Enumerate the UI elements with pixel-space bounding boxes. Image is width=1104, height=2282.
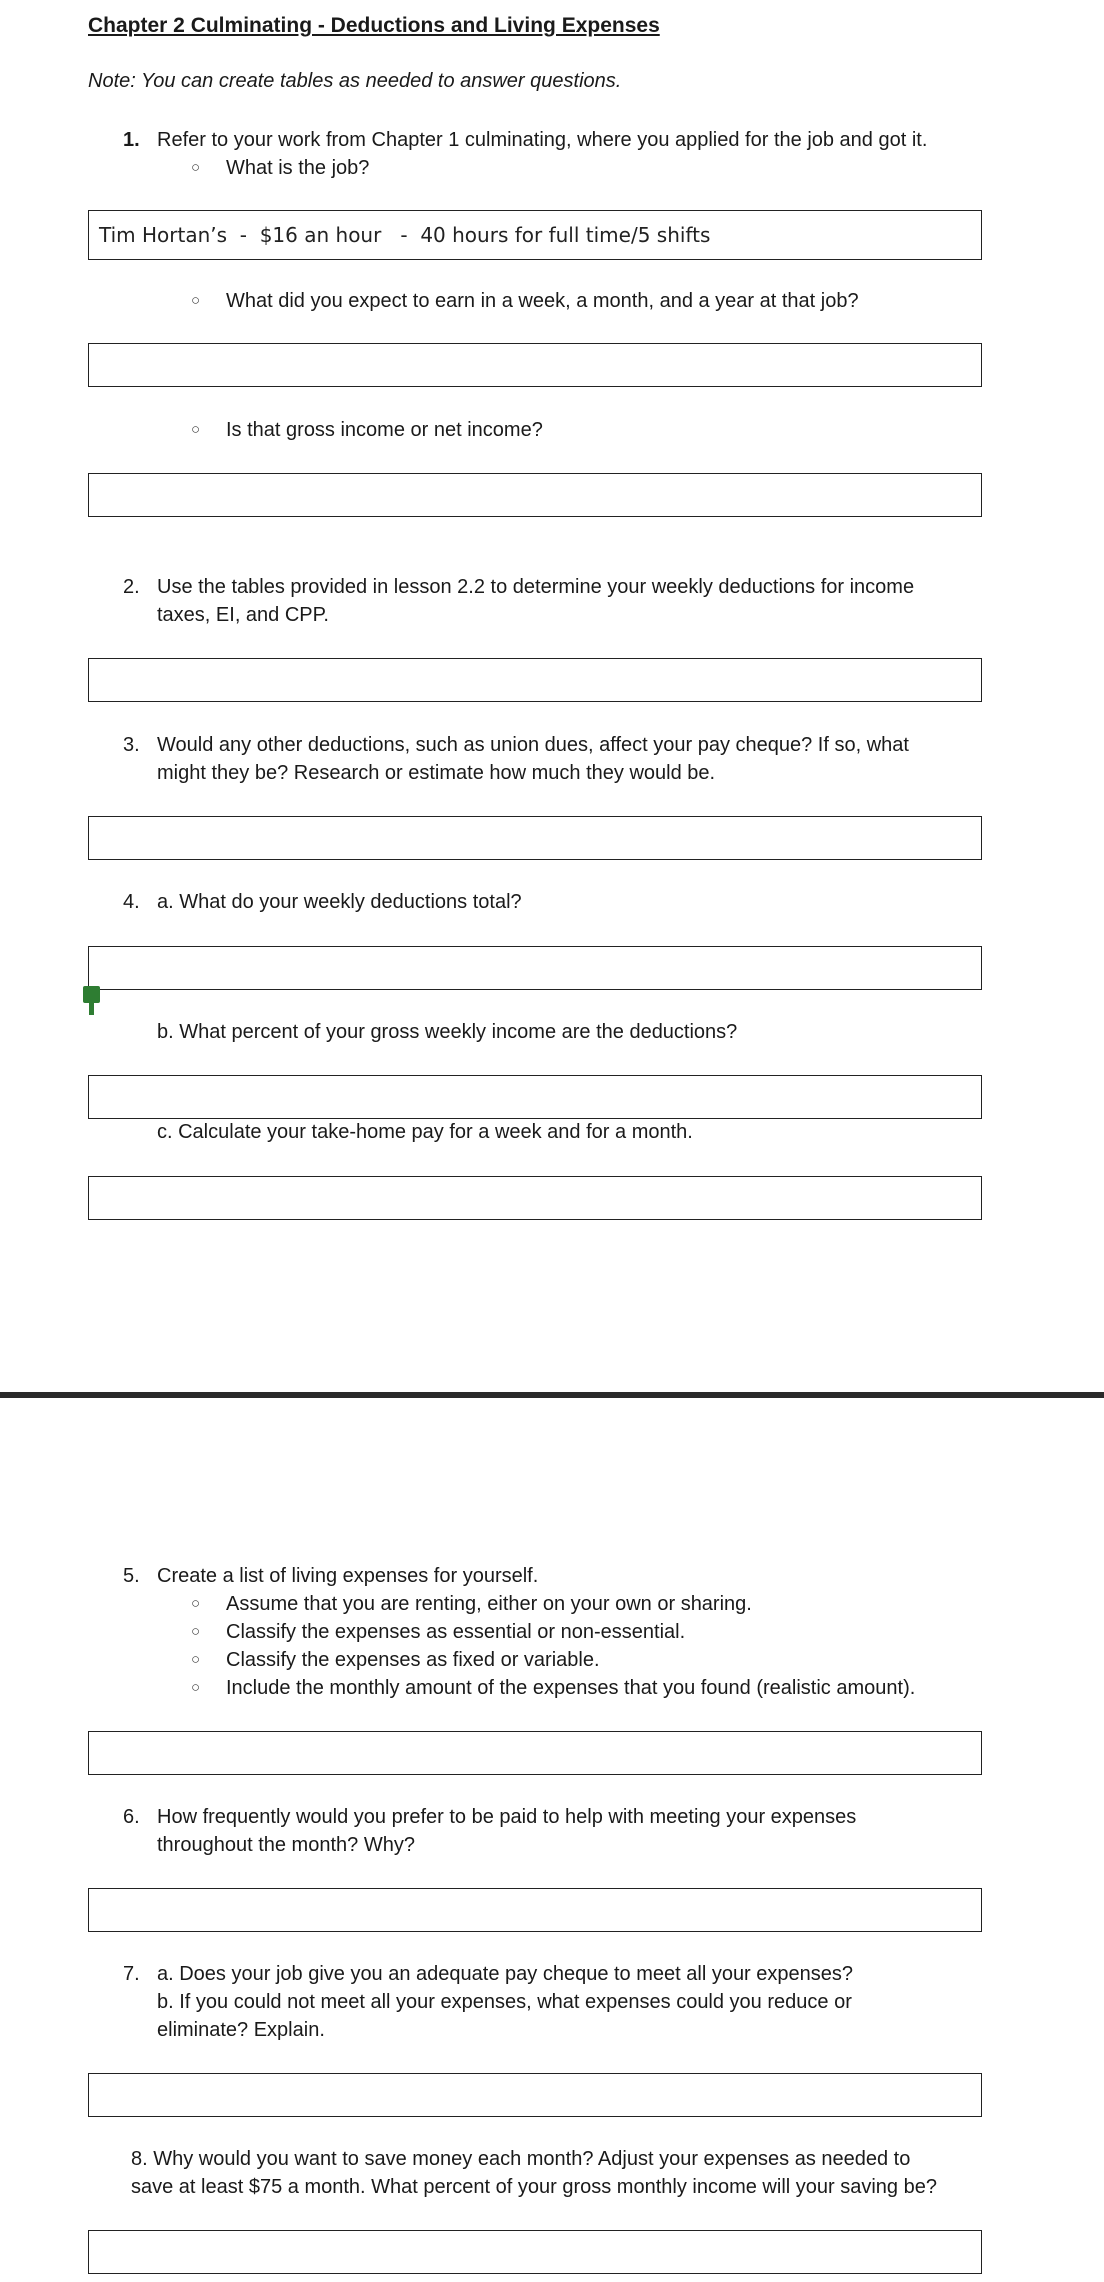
q4-b: b. What percent of your gross weekly income are the deductions?	[157, 1021, 738, 1043]
q2-line2: taxes, EI, and CPP.	[157, 604, 329, 626]
note-text: Note: You can create tables as needed to answer questions.	[88, 70, 622, 92]
q3-number: 3.	[123, 734, 140, 756]
q6-number: 6.	[123, 1806, 140, 1828]
page-divider	[0, 1392, 1104, 1398]
q3-answer-box[interactable]	[88, 816, 982, 860]
q7-number: 7.	[123, 1963, 140, 1985]
q5-bullet: Include the monthly amount of the expenses that you found (realistic amount).	[226, 1677, 916, 1699]
q1-bullet3: Is that gross income or net income?	[226, 419, 543, 441]
q4-number: 4.	[123, 891, 140, 913]
q5-text: Create a list of living expenses for yourself.	[157, 1565, 539, 1587]
q2-number: 2.	[123, 576, 140, 598]
q4b-answer-box[interactable]	[88, 1075, 982, 1119]
bullet-circle-icon: ○	[191, 159, 201, 176]
q3-line2: might they be? Research or estimate how much they would be.	[157, 762, 716, 784]
q7-answer-box[interactable]	[88, 2073, 982, 2117]
q2-answer-box[interactable]	[88, 658, 982, 702]
q7-line1: a. Does your job give you an adequate pay cheque to meet all your expenses?	[157, 1963, 854, 1985]
q1-answer2-box[interactable]	[88, 343, 982, 387]
q4a-answer-box[interactable]	[88, 946, 982, 990]
q5-bullet: Classify the expenses as fixed or variable.	[226, 1649, 600, 1671]
q6-line2: throughout the month? Why?	[157, 1834, 415, 1856]
bullet-circle-icon: ○	[191, 1623, 201, 1640]
q4-a: a. What do your weekly deductions total?	[157, 891, 522, 913]
q7-line3: eliminate? Explain.	[157, 2019, 325, 2041]
q6-answer-box[interactable]	[88, 1888, 982, 1932]
q8-line2: save at least $75 a month. What percent of your gross monthly income will your saving be?	[131, 2176, 937, 2198]
q1-number: 1.	[123, 129, 140, 151]
drag-handle-stem	[89, 1001, 94, 1015]
bullet-circle-icon: ○	[191, 1651, 201, 1668]
q3-line1: Would any other deductions, such as union dues, affect your pay cheque? If so, what	[157, 734, 909, 756]
q5-bullet: Assume that you are renting, either on your own or sharing.	[226, 1593, 752, 1615]
q1-text: Refer to your work from Chapter 1 culminating, where you applied for the job and got it.	[157, 129, 928, 151]
bullet-circle-icon: ○	[191, 292, 201, 309]
q1-bullet1: What is the job?	[226, 157, 370, 179]
q1-bullet2: What did you expect to earn in a week, a month, and a year at that job?	[226, 290, 859, 312]
bullet-circle-icon: ○	[191, 421, 201, 438]
q1-answer3-box[interactable]	[88, 473, 982, 517]
q4c-answer-box[interactable]	[88, 1176, 982, 1220]
q8-answer-box[interactable]	[88, 2230, 982, 2274]
page-title: Chapter 2 Culminating - Deductions and Living Expenses	[88, 14, 660, 37]
q5-bullet: Classify the expenses as essential or non-essential.	[226, 1621, 686, 1643]
bullet-circle-icon: ○	[191, 1679, 201, 1696]
q2-line1: Use the tables provided in lesson 2.2 to determine your weekly deductions for income	[157, 576, 915, 598]
q7-line2: b. If you could not meet all your expenses, what expenses could you reduce or	[157, 1991, 852, 2013]
q1-answer1-text: Tim Hortan’s - $16 an hour - 40 hours for full time/5 shifts	[99, 223, 711, 247]
q6-line1: How frequently would you prefer to be paid to help with meeting your expenses	[157, 1806, 857, 1828]
bullet-circle-icon: ○	[191, 1595, 201, 1612]
q5-number: 5.	[123, 1565, 140, 1587]
q8-line1: 8. Why would you want to save money each month? Adjust your expenses as needed to	[131, 2148, 911, 2170]
q4-c: c. Calculate your take-home pay for a week and for a month.	[157, 1121, 693, 1143]
q5-answer-box[interactable]	[88, 1731, 982, 1775]
q1-answer1-box[interactable]	[88, 210, 982, 260]
